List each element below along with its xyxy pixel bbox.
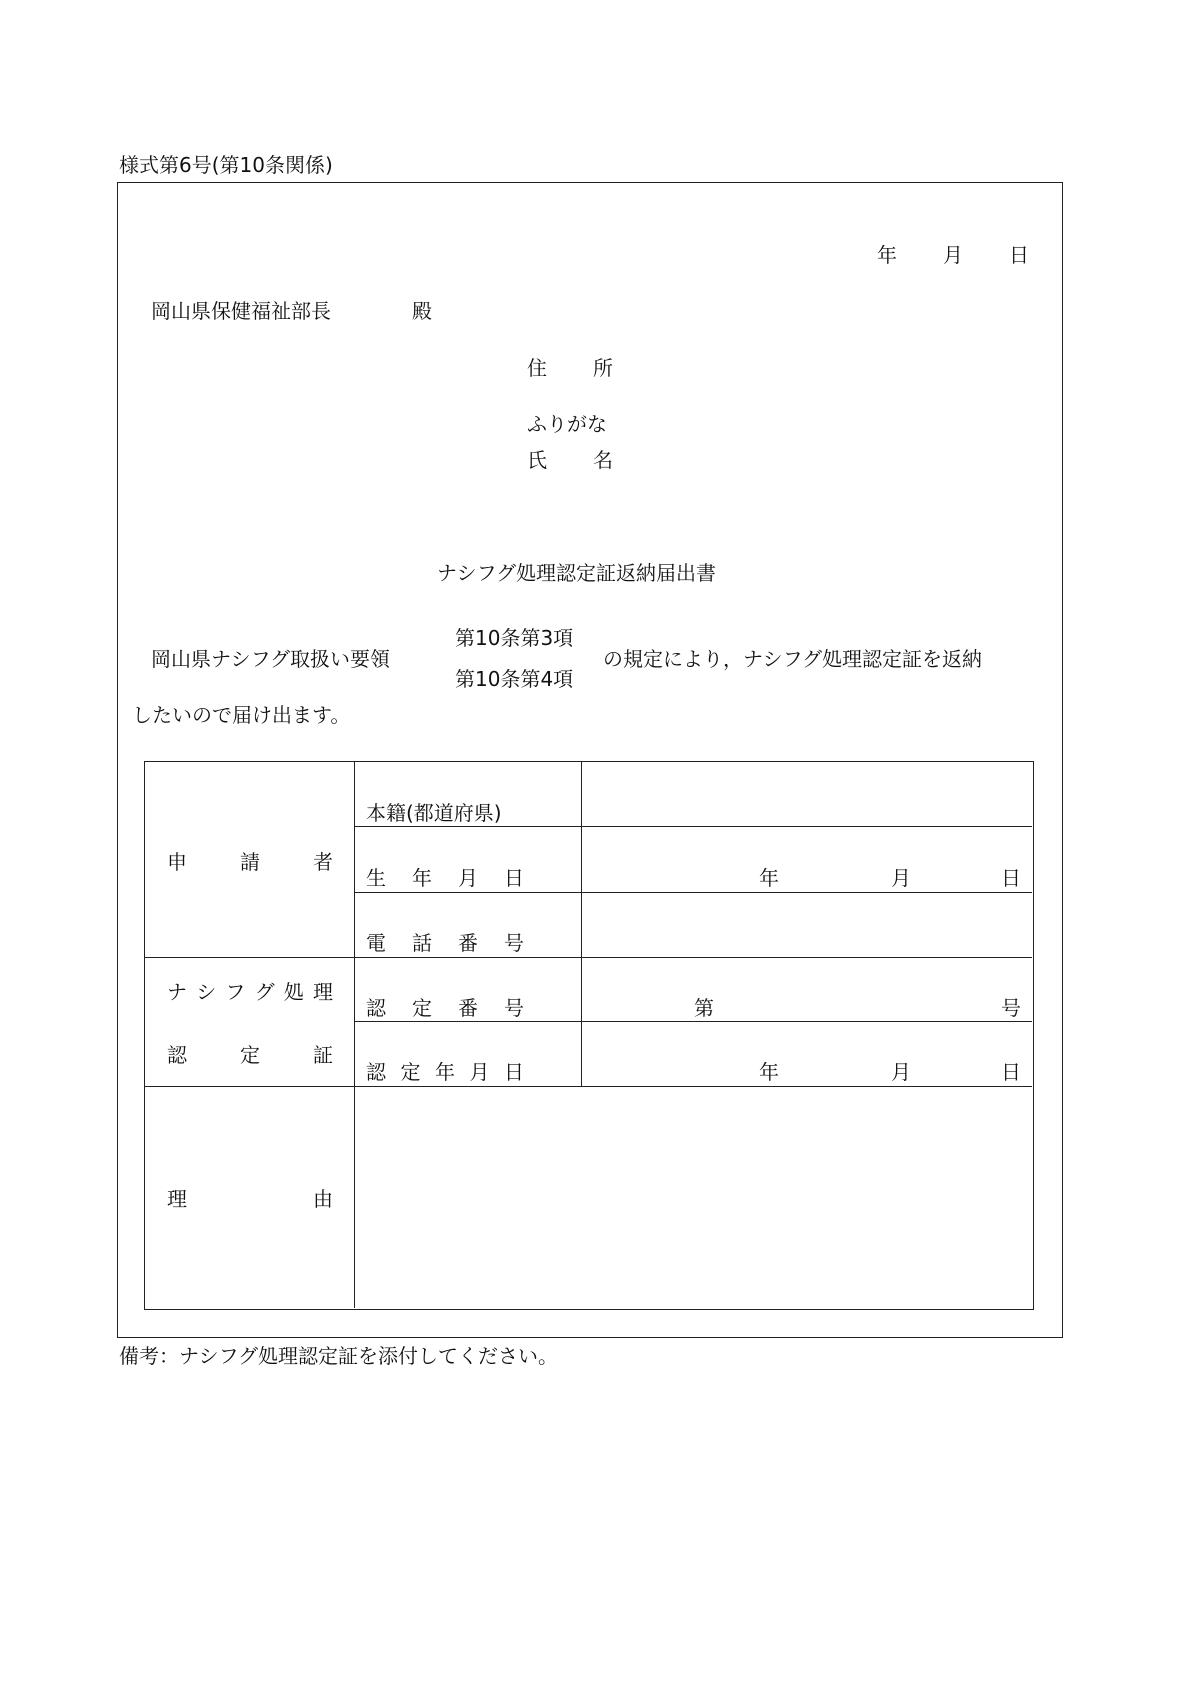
cert-date-month[interactable]: 月: [891, 1060, 911, 1084]
label-char: 日: [504, 1060, 524, 1084]
domicile-field[interactable]: [593, 778, 1018, 822]
birthdate-label: [366, 868, 524, 888]
cert-date-year[interactable]: 年: [759, 1060, 779, 1084]
reason-header: [167, 1189, 333, 1209]
table-divider: [144, 1086, 1032, 1087]
label-char: 号: [504, 931, 524, 955]
label-char: 番: [458, 931, 478, 955]
label-char: 年: [435, 1060, 455, 1084]
domicile-label: 本籍(都道府県): [366, 801, 502, 825]
table-divider: [144, 957, 1032, 958]
label-char: 月: [469, 1060, 490, 1084]
header-char: 請: [240, 850, 260, 874]
article-option-2: 第10条第4項: [455, 667, 574, 691]
table-divider: [354, 826, 1032, 827]
name-label: [527, 450, 613, 470]
document-title: ナシフグ処理認定証返納届出書: [437, 561, 716, 585]
label-char: 定: [400, 1060, 421, 1084]
date-day-label: 日: [1009, 243, 1029, 267]
label-char: 認: [366, 1060, 386, 1084]
table-divider: [354, 892, 1032, 893]
cert-date-day[interactable]: 日: [1001, 1060, 1021, 1084]
cert-number-prefix[interactable]: 第: [694, 996, 714, 1020]
cert-date-label: [366, 1062, 524, 1082]
header-char: 理: [167, 1187, 187, 1211]
date-month-label: 月: [943, 243, 963, 267]
table-divider: [581, 761, 582, 1086]
remarks-note: 備考：ナシフグ処理認定証を添付してください。: [119, 1344, 558, 1368]
address-label-char: 所: [593, 356, 613, 380]
label-char: 定: [412, 996, 432, 1020]
header-char: 者: [313, 850, 333, 874]
form-number-label: 様式第6号(第10条関係): [119, 153, 333, 177]
header-char: ナ: [167, 980, 187, 1004]
header-char: 証: [313, 1043, 333, 1067]
body-tail: の規定により，ナシフグ処理認定証を返納: [603, 647, 982, 671]
birthdate-day[interactable]: 日: [1001, 866, 1021, 890]
birthdate-year[interactable]: 年: [759, 866, 779, 890]
label-char: 日: [504, 866, 524, 890]
label-char: 号: [504, 996, 524, 1020]
addressee-name: 岡山県保健福祉部長: [151, 299, 331, 323]
name-label-char: 氏: [527, 448, 547, 472]
table-divider: [354, 1021, 1032, 1022]
address-label: [527, 358, 613, 378]
header-char: グ: [254, 980, 275, 1004]
address-label-char: 住: [527, 356, 547, 380]
cert-header-line-2: [167, 1045, 333, 1065]
header-char: 由: [313, 1187, 333, 1211]
table-divider: [354, 761, 355, 1308]
header-char: 理: [312, 980, 333, 1004]
furigana-label: ふりがな: [527, 412, 607, 436]
cert-number-suffix[interactable]: 号: [1001, 996, 1021, 1020]
label-char: 話: [412, 931, 432, 955]
name-label-char: 名: [593, 448, 613, 472]
label-char: 番: [458, 996, 478, 1020]
label-char: 月: [458, 866, 478, 890]
article-option-1: 第10条第3項: [455, 626, 574, 650]
date-year-label: 年: [877, 243, 897, 267]
birthdate-month[interactable]: 月: [891, 866, 911, 890]
cert-header-line-1: [167, 982, 333, 1002]
phone-label: [366, 933, 524, 953]
body-lead: 岡山県ナシフグ取扱い要領: [151, 647, 390, 671]
header-char: 認: [167, 1043, 187, 1067]
header-char: シ: [196, 980, 217, 1004]
phone-field[interactable]: [593, 900, 1018, 944]
addressee-honorific: 殿: [412, 299, 432, 323]
header-char: 定: [240, 1043, 260, 1067]
label-char: 年: [412, 866, 432, 890]
applicant-header: [167, 852, 333, 872]
header-char: 申: [167, 850, 187, 874]
header-char: フ: [225, 980, 246, 1004]
label-char: 生: [366, 866, 386, 890]
header-char: 処: [283, 980, 304, 1004]
label-char: 電: [366, 931, 386, 955]
reason-field[interactable]: [366, 1100, 1021, 1295]
label-char: 認: [366, 996, 386, 1020]
cert-number-label: [366, 998, 524, 1018]
body-line-2: したいので届け出ます。: [132, 703, 351, 727]
